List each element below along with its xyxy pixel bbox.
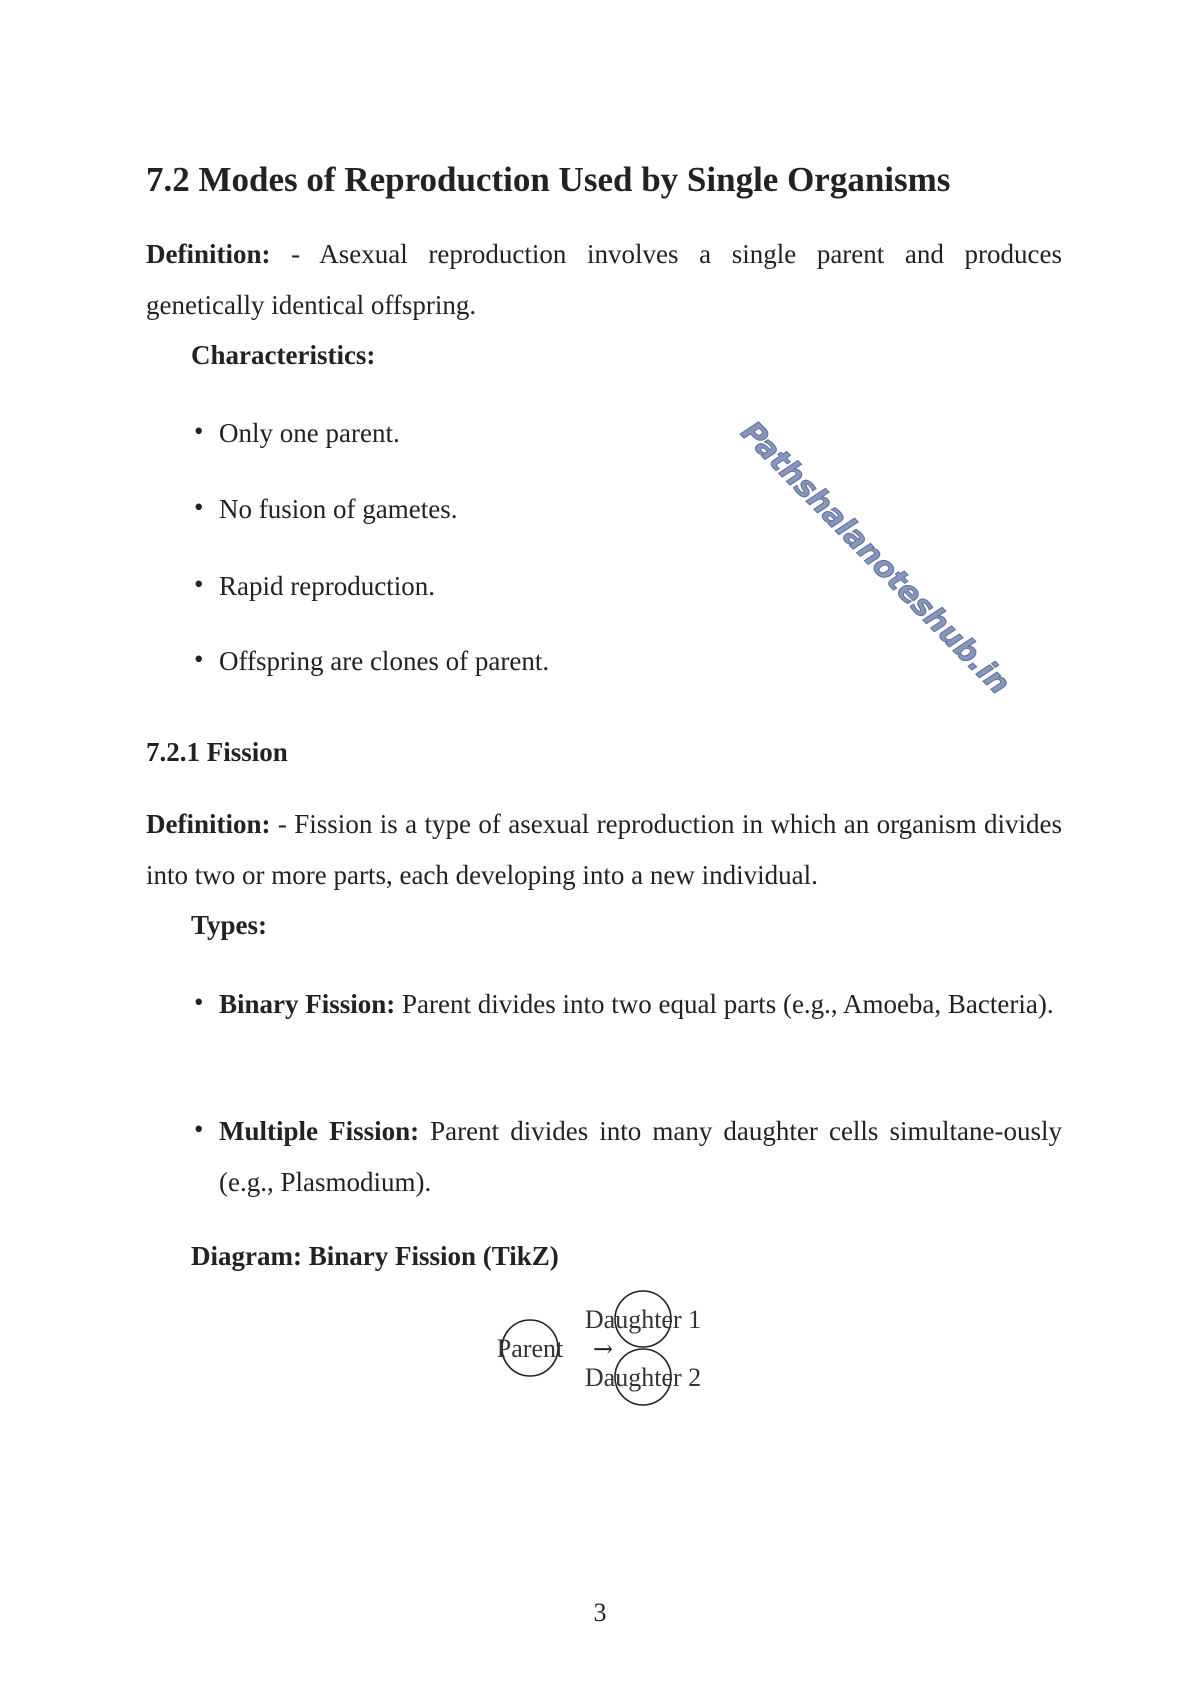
definition-text: - Asexual reproduction involves a single parent and produces genetically identical offspring. (146, 239, 1062, 320)
list-item: Offspring are clones of parent. (219, 646, 550, 676)
daughter2-label: Daughter 2 (584, 1363, 702, 1392)
type-text: Parent divides into two equal parts (e.g., Amoeba, Bacteria). (395, 989, 1054, 1019)
definition-label: Definition: (146, 239, 271, 269)
bullet: • (194, 569, 204, 599)
page-number: 3 (593, 1598, 607, 1627)
list-item: Only one parent. (219, 418, 400, 448)
bullet: • (194, 492, 204, 522)
type-label: Multiple Fission: (219, 1116, 420, 1146)
subsection-title: 7.2.1 Fission (146, 737, 288, 767)
definition-label: Definition: (146, 809, 271, 839)
bullet: • (194, 1114, 204, 1144)
watermark: Pathshalanoteshub.in (733, 414, 1017, 702)
arrow: → (592, 1335, 614, 1363)
type-text: Parent divides into many daughter cells simultane-ously (e.g., Plasmodium). (219, 1116, 1062, 1197)
characteristics-heading: Characteristics: (191, 340, 376, 370)
diagram-heading: Diagram: Binary Fission (TikZ) (191, 1241, 559, 1271)
list-item: Rapid reproduction. (219, 571, 435, 601)
type-label: Binary Fission: (219, 989, 396, 1019)
bullet: • (194, 987, 204, 1017)
parent-label: Parent (496, 1334, 564, 1363)
section-title: 7.2 Modes of Reproduction Used by Single Organisms (146, 160, 951, 199)
list-item: No fusion of gametes. (219, 494, 458, 524)
definition-text: - Fission is a type of asexual reproduction in which an organism divides into two or more parts, each developing into a new individual. (146, 809, 1062, 890)
types-heading: Types: (191, 910, 268, 940)
bullet: • (194, 644, 204, 674)
bullet: • (194, 416, 204, 446)
daughter1-label: Daughter 1 (584, 1305, 702, 1334)
